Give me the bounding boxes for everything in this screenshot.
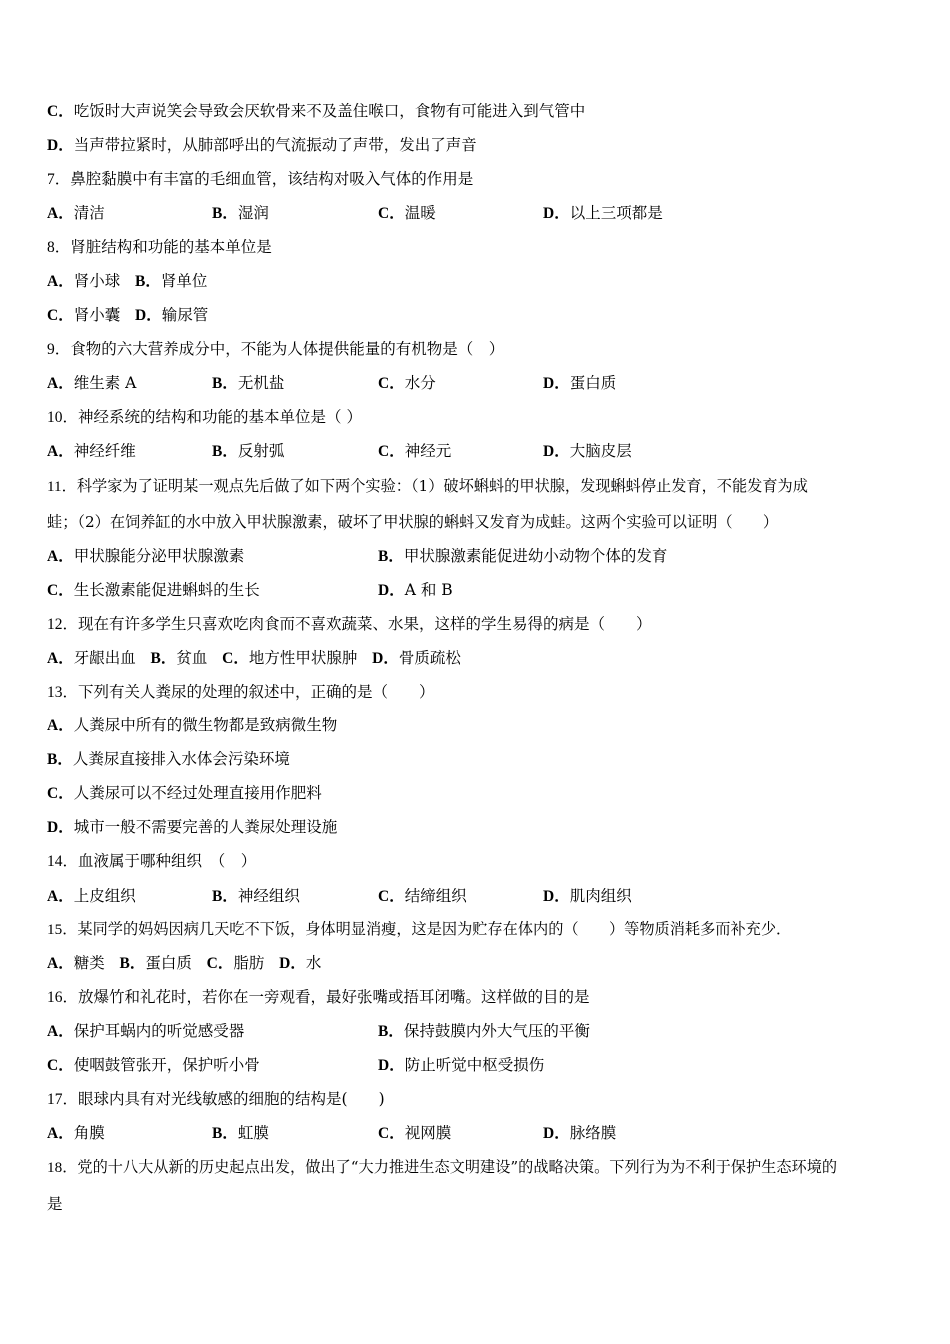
q10-option-c: C．神经元 bbox=[378, 442, 452, 460]
q14-option-b: B．神经组织 bbox=[212, 887, 300, 905]
q17-option-d: D．脉络膜 bbox=[543, 1124, 617, 1142]
q11-option-a: A．甲状腺能分泌甲状腺激素 bbox=[47, 547, 245, 565]
question-9-stem: 9．食物的六大营养成分中，不能为人体提供能量的有机物是（ ） bbox=[47, 340, 505, 358]
q9-option-c: C．水分 bbox=[378, 374, 436, 392]
question-17-stem: 17．眼球内具有对光线敏感的细胞的结构是( ) bbox=[47, 1090, 385, 1108]
q11-option-d: D．A 和 B bbox=[378, 581, 453, 599]
q16-option-a: A．保护耳蜗内的听觉感受器 bbox=[47, 1022, 245, 1040]
q14-option-c: C．结缔组织 bbox=[378, 887, 467, 905]
q8-options-row-1: A．肾小球 B．肾单位 bbox=[47, 272, 208, 290]
q9-option-b: B．无机盐 bbox=[212, 374, 285, 392]
q16-option-b: B．保持鼓膜内外大气压的平衡 bbox=[378, 1022, 590, 1040]
q7-option-b: B．湿润 bbox=[212, 204, 269, 222]
q7-option-c: C．温暖 bbox=[378, 204, 436, 222]
q13-option-d: D．城市一般不需要完善的人粪尿处理设施 bbox=[47, 818, 338, 836]
question-11-stem-line-2: 蛙；（2）在饲养缸的水中放入甲状腺激素，破坏了甲状腺的蝌蚪又发育为成蛙。这两个实验可以证明（ ） bbox=[47, 513, 779, 531]
question-10-stem: 10．神经系统的结构和功能的基本单位是（ ） bbox=[47, 408, 362, 426]
q11-option-c: C．生长激素能促进蝌蚪的生长 bbox=[47, 581, 260, 599]
q17-option-b: B．虹膜 bbox=[212, 1124, 269, 1142]
question-18-stem-line-2: 是 bbox=[47, 1195, 63, 1213]
q13-option-a: A．人粪尿中所有的微生物都是致病微生物 bbox=[47, 716, 338, 734]
q13-option-c: C．人粪尿可以不经过处理直接用作肥料 bbox=[47, 784, 322, 802]
question-16-stem: 16．放爆竹和礼花时，若你在一旁观看，最好张嘴或捂耳闭嘴。这样做的目的是 bbox=[47, 988, 590, 1006]
q9-option-d: D．蛋白质 bbox=[543, 374, 617, 392]
q9-option-a: A．维生素 A bbox=[47, 374, 137, 392]
q10-option-b: B．反射弧 bbox=[212, 442, 285, 460]
question-11-stem-line-1: 11．科学家为了证明某一观点先后做了如下两个实验：（1）破坏蝌蚪的甲状腺，发现蝌蚪停止发育，不能发育为成 bbox=[47, 477, 808, 495]
prev-option-d: D．当声带拉紧时，从肺部呼出的气流振动了声带，发出了声音 bbox=[47, 136, 477, 154]
question-14-stem: 14．血液属于哪种组织 （ ） bbox=[47, 852, 257, 870]
q13-option-b: B．人粪尿直接排入水体会污染环境 bbox=[47, 750, 290, 768]
question-7-stem: 7．鼻腔黏膜中有丰富的毛细血管，该结构对吸入气体的作用是 bbox=[47, 170, 474, 188]
q15-options-row: A．糖类 B．蛋白质 C．脂肪 D．水 bbox=[47, 954, 322, 972]
q7-option-a: A．清洁 bbox=[47, 204, 105, 222]
q16-option-d: D．防止听觉中枢受损伤 bbox=[378, 1056, 545, 1074]
q14-option-d: D．肌肉组织 bbox=[543, 887, 632, 905]
q16-option-c: C．使咽鼓管张开，保护听小骨 bbox=[47, 1056, 260, 1074]
q10-option-a: A．神经纤维 bbox=[47, 442, 136, 460]
q8-options-row-2: C．肾小囊 D．输尿管 bbox=[47, 306, 209, 324]
q17-option-a: A．角膜 bbox=[47, 1124, 105, 1142]
prev-option-c: C．吃饭时大声说笑会导致会厌软骨来不及盖住喉口，食物有可能进入到气管中 bbox=[47, 102, 586, 120]
question-18-stem-line-1: 18．党的十八大从新的历史起点出发，做出了“大力推进生态文明建设”的战略决策。下列行为为不利于保护生态环境的 bbox=[47, 1158, 838, 1176]
question-12-stem: 12．现在有许多学生只喜欢吃肉食而不喜欢蔬菜、水果，这样的学生易得的病是（ ） bbox=[47, 615, 652, 633]
q14-option-a: A．上皮组织 bbox=[47, 887, 136, 905]
q10-option-d: D．大脑皮层 bbox=[543, 442, 632, 460]
q11-option-b: B．甲状腺激素能促进幼小动物个体的发育 bbox=[378, 547, 668, 565]
question-8-stem: 8．肾脏结构和功能的基本单位是 bbox=[47, 238, 272, 256]
q17-option-c: C．视网膜 bbox=[378, 1124, 452, 1142]
question-15-stem: 15．某同学的妈妈因病几天吃不下饭，身体明显消瘦，这是因为贮存在体内的（ ）等物质消耗多而补充少． bbox=[47, 920, 792, 938]
q12-options-row: A．牙龈出血 B．贫血 C．地方性甲状腺肿 D．骨质疏松 bbox=[47, 649, 461, 667]
q7-option-d: D．以上三项都是 bbox=[543, 204, 663, 222]
question-13-stem: 13．下列有关人粪尿的处理的叙述中，正确的是（ ） bbox=[47, 683, 435, 701]
